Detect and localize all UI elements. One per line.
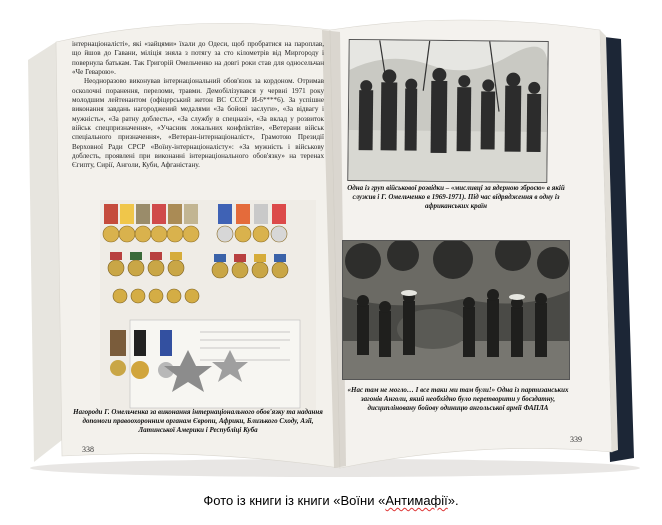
right-page-number: 339: [570, 435, 582, 444]
left-page-text: [72, 40, 324, 171]
left-paragraph-1: інтернаціоналісті», які «зайцями» їхали до Одеси, щоб пробратися на пароплав, що йшов до Гавани, міліція зняла з потягу за сто кілометрів від Миргороду і повернула батькам. Так Григорій Омельченко на довгі роки став для односельчан «Че Геварою».: [72, 40, 324, 77]
photo-caption-footer: [0, 493, 662, 508]
footer-prefix: Фото із книги із книги «Воїни «: [203, 493, 386, 508]
right-top-caption: Одна із груп військової розвідки – «мисливці за ядерною зброєю» в якій служив і Г. Омельченко в 1969-1971). Під час відрядження в одну із африканських країн: [347, 184, 565, 210]
left-paragraph-2: Неодноразово виконував інтернаціональний обов'язок за кордоном. Отримав осколочні поранення, переломи, травми. Демобілізувався у червні 1971 року молодшим лейтенантом (офіцерський жетон ВС СССР И-6****6). За успішне виконання завдань нагороджений медалями «За бойові заслуги», «За відвагу і мужність», «За ратну доблесть», «За службу в спецназі», «За вклад у розвиток військ спецпризначення», «Учасник локальних конфліктів», «Ветерани військ спеціального призначення», «Ветеран-інтернаціоналіст», Грамотою Президії Верховної Ради СРСР «Воїну-інтернаціоналісту»: «За мужність і військову доблесть, проявлені при виконанні інтернаціонального обов'язку» на теренах Єгипту, Сирії, Анголи, Куби, Афганістану.: [72, 77, 324, 170]
right-bottom-caption: «Нас там не могло… І все таки ми там були!» Одна із партизанських загонів Анголи, який необхідно було перетворити у боєздатну, дисципліновану бойову одиницю ангольської армії ФАПЛА: [347, 386, 569, 412]
footer-suffix: ».: [447, 493, 459, 508]
top-photo: [347, 39, 548, 183]
left-caption: Нагороди Г. Омельченка за виконання інтернаціонального обов'язку та надання допомоги правоохоронним органам Європи, Африки, Близького Сходу, Азії, Латинської Америки і Республіці Куба: [73, 408, 323, 434]
left-page-number: 338: [82, 445, 94, 454]
footer-highlighted-word: Антимафії: [385, 493, 448, 508]
bottom-photo: [342, 240, 570, 380]
medals-photo: [100, 200, 316, 410]
